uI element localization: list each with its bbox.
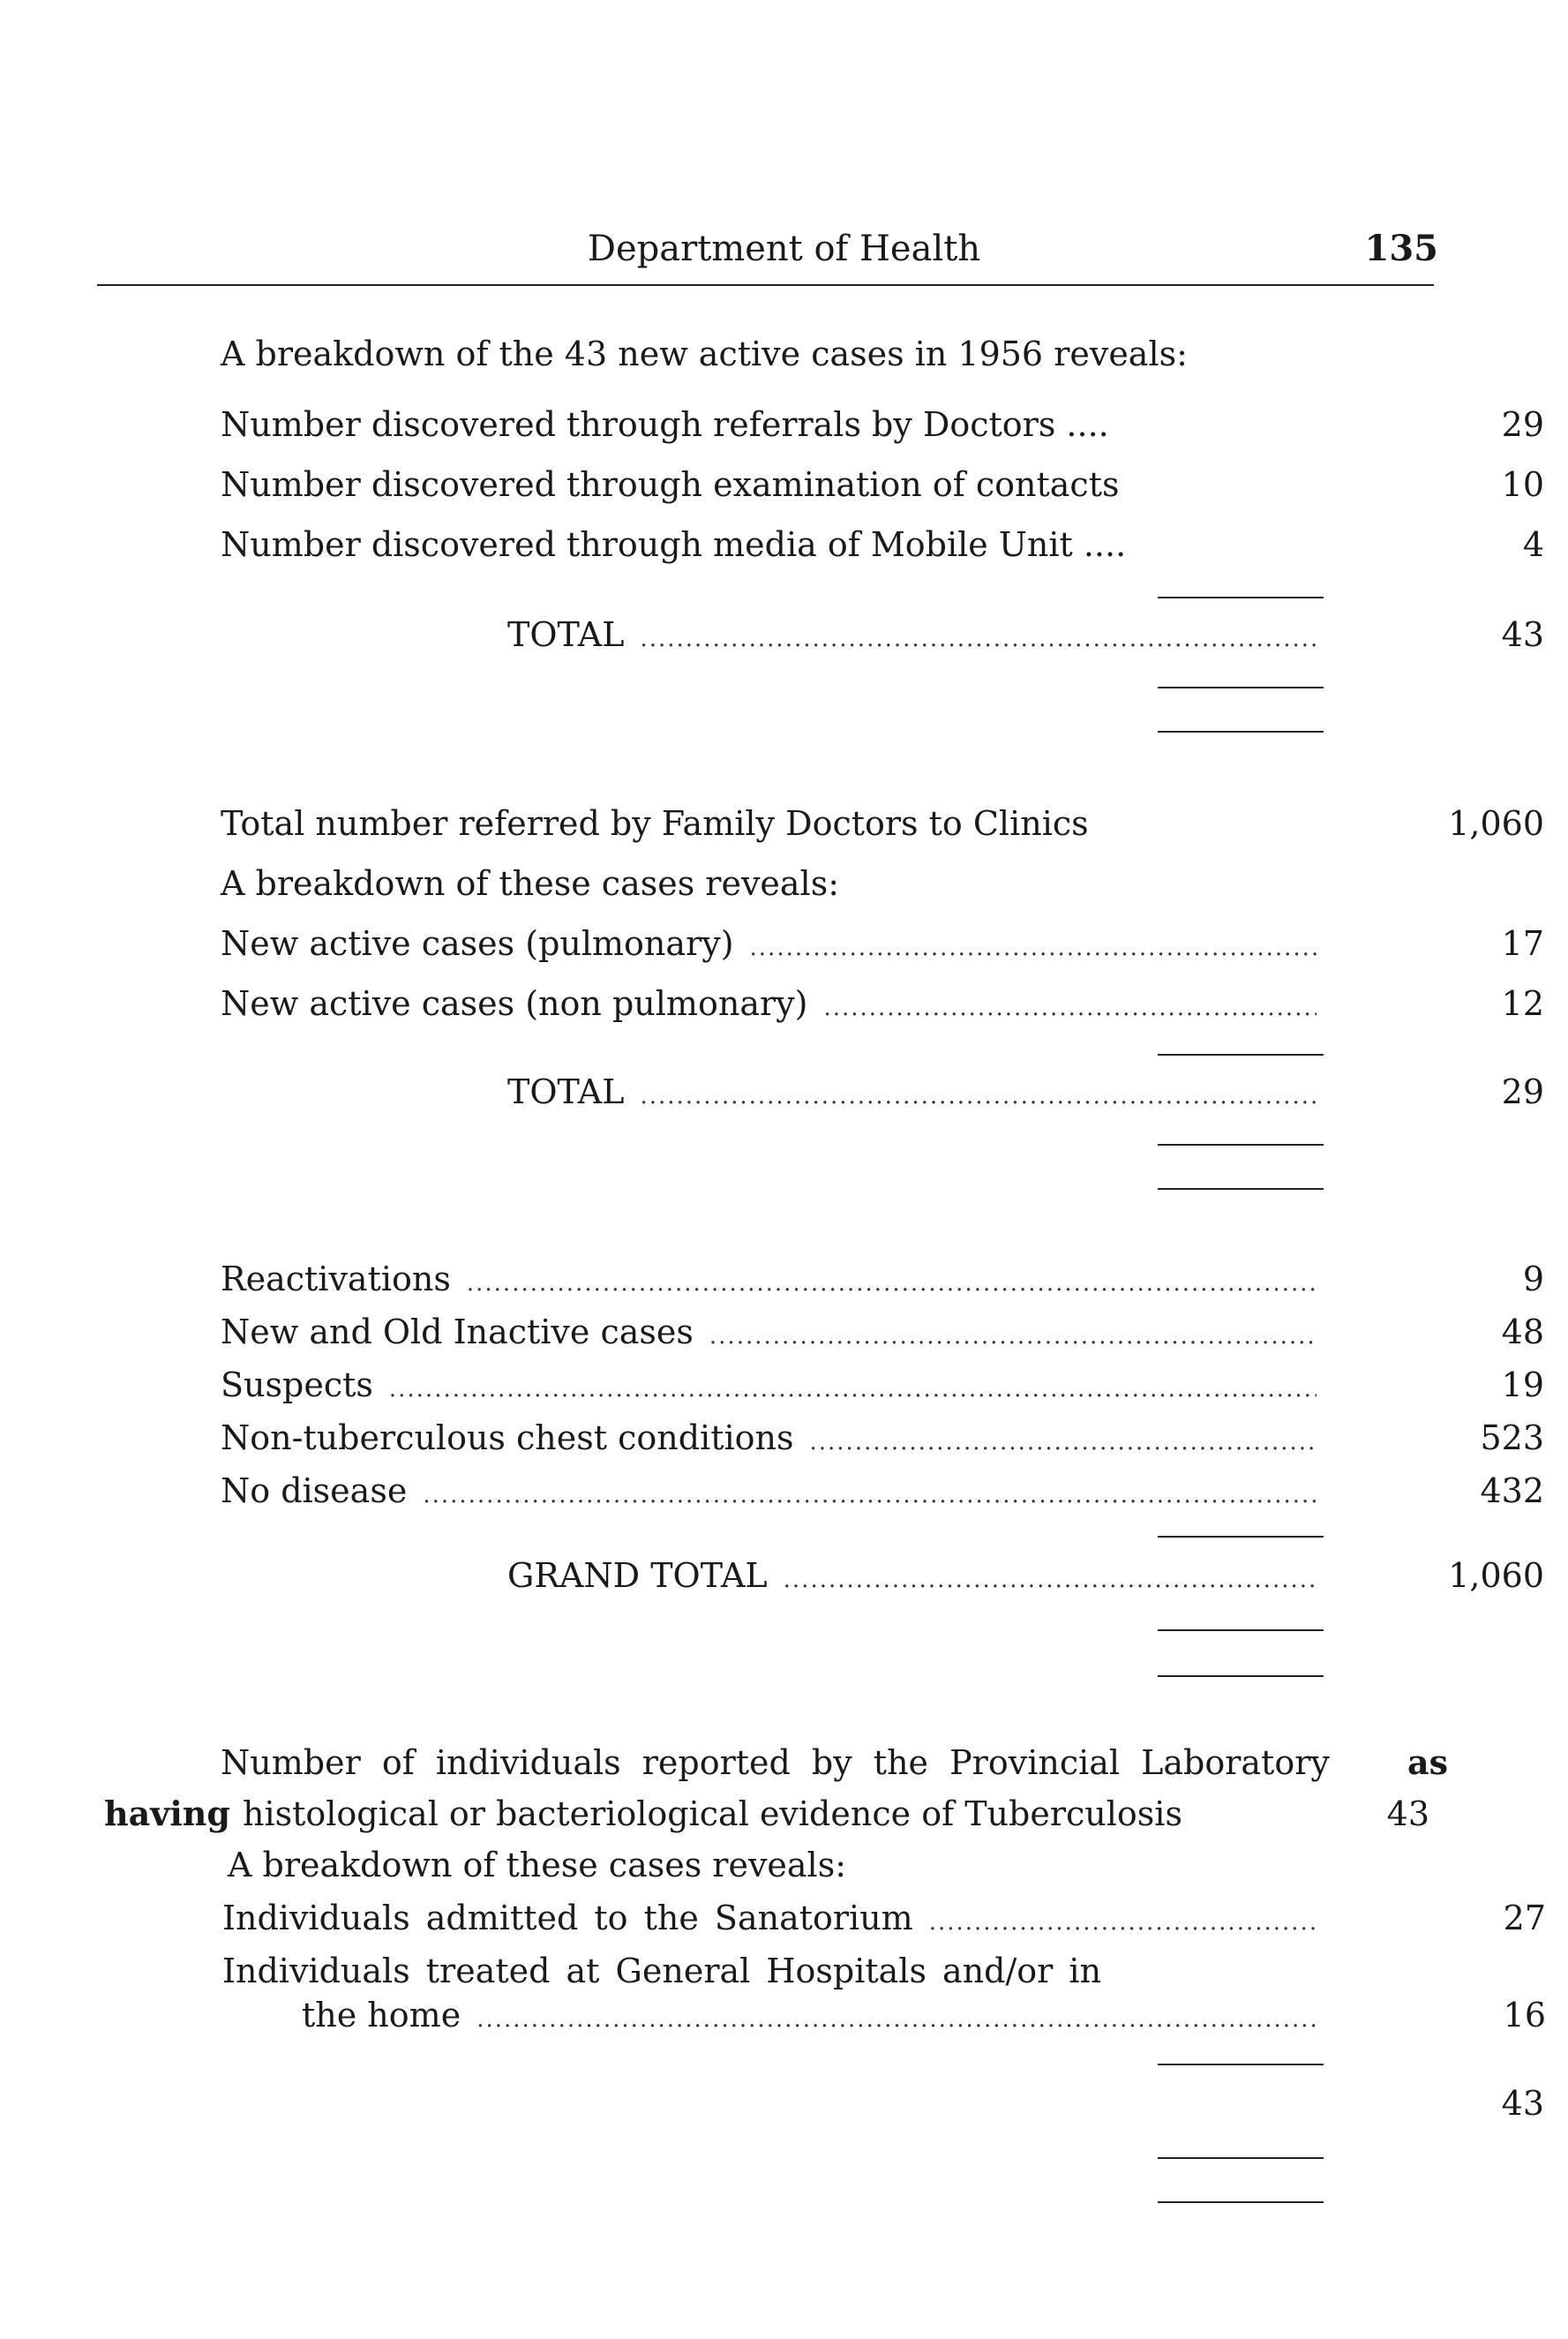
row-value: 17 [1501,924,1544,963]
dot-leader [709,1325,1317,1348]
section3-row [221,1312,1544,1359]
row-label: Number discovered through media of Mobile Unit .... [221,525,1127,564]
paragraph-text-start: having [104,1794,230,1833]
row-label: Total number referred by Family Doctors to Clinics [221,804,1089,843]
row-value: 523 [1480,1418,1544,1457]
paragraph-text-end: as [1407,1742,1449,1782]
section4-line1 [221,1742,1449,1790]
dot-leader [476,2008,1318,2031]
row-value: 4 [1522,525,1544,564]
section4-breakdown-heading: A breakdown of these cases reveals: [228,1846,847,1884]
section3-row [221,1260,1544,1306]
sum-rule [1158,2064,1324,2065]
row-value: 48 [1501,1312,1544,1351]
section1-heading: A breakdown of the 43 new active cases in 1956 reveals: [221,335,1188,373]
section4-row-multiline-cont [222,1996,1546,2042]
dot-leader [389,1378,1317,1401]
double-rule-bottom [1158,1188,1324,1190]
total-value: 43 [1501,2084,1544,2123]
running-header-title: Department of Health [587,229,981,269]
row-label: New active cases (non pulmonary) [221,984,808,1023]
dot-leader [640,1085,1317,1108]
dot-leader [640,628,1317,651]
double-rule-bottom [1158,1675,1324,1677]
paragraph-text: Number of individuals reported by the Provincial Laboratory [221,1743,1330,1782]
section3-row [221,1365,1544,1412]
row-label-line1: Individuals treated at General Hospitals and/or in [222,1952,1102,1990]
sum-rule [1158,1054,1324,1056]
dot-leader [810,1431,1317,1454]
dot-leader [750,936,1317,959]
row-value: 19 [1501,1365,1544,1404]
row-value: 43 [1386,1794,1429,1833]
total-value: 43 [1501,615,1544,654]
section2-breakdown-heading: A breakdown of these cases reveals: [221,864,840,903]
section1-row [221,405,1544,452]
row-value: 10 [1501,465,1544,504]
row-value: 29 [1501,405,1544,444]
grand-total-value: 1,060 [1448,1556,1544,1595]
double-rule-top [1158,1629,1324,1631]
sum-rule [1158,1536,1324,1538]
row-label-line2: the home [302,1996,461,2034]
row-label: Individuals admitted to the Sanatorium [222,1899,913,1937]
section3-row [221,1471,1544,1518]
double-rule-top [1158,1144,1324,1146]
row-label: Number discovered through referrals by Doctors .... [221,405,1109,444]
grand-total-label: GRAND TOTAL [507,1556,768,1595]
row-value: 9 [1522,1260,1544,1298]
section2-row [221,924,1544,971]
dot-leader [423,1484,1317,1507]
double-rule-top [1158,2157,1324,2159]
dot-leader [784,1568,1317,1591]
sum-rule [1158,597,1324,598]
total-label: TOTAL [507,1072,625,1111]
section2-intro-row [221,804,1544,851]
section2-total-row [507,1072,1544,1119]
row-label: New and Old Inactive cases [221,1312,694,1351]
section3-grand-total-row [507,1556,1544,1603]
row-label: No disease [221,1471,408,1510]
page-number: 135 [1364,228,1438,269]
section4-row [222,1899,1546,1945]
section1-row [221,465,1544,512]
dot-leader [467,1272,1317,1295]
section4-row-multiline [222,1954,1325,1998]
section2-row [221,984,1544,1031]
row-value: 12 [1501,984,1544,1023]
section1-total-row [507,615,1544,662]
section3-row [221,1418,1544,1465]
double-rule-bottom [1158,731,1324,733]
row-label: Suspects [221,1365,373,1404]
total-label: TOTAL [507,615,625,654]
total-value: 29 [1501,1072,1544,1111]
dot-leader [823,997,1317,1019]
header-rule [97,284,1434,286]
section4-line2 [104,1794,1429,1841]
double-rule-bottom [1158,2201,1324,2203]
row-value: 1,060 [1448,804,1544,843]
row-value: 16 [1503,1996,1546,2034]
paragraph-text: histological or bacteriological evidence of Tuberculosis [242,1794,1182,1833]
row-value: 27 [1503,1899,1546,1937]
double-rule-top [1158,687,1324,688]
row-label: New active cases (pulmonary) [221,924,734,963]
section1-row [221,525,1544,572]
dot-leader [929,1911,1318,1934]
row-label: Reactivations [221,1260,451,1298]
section4-total-row [221,2084,1544,2131]
row-label: Non-tuberculous chest conditions [221,1418,794,1457]
row-value: 432 [1480,1471,1544,1510]
row-label: Number discovered through examination of contacts [221,465,1120,504]
